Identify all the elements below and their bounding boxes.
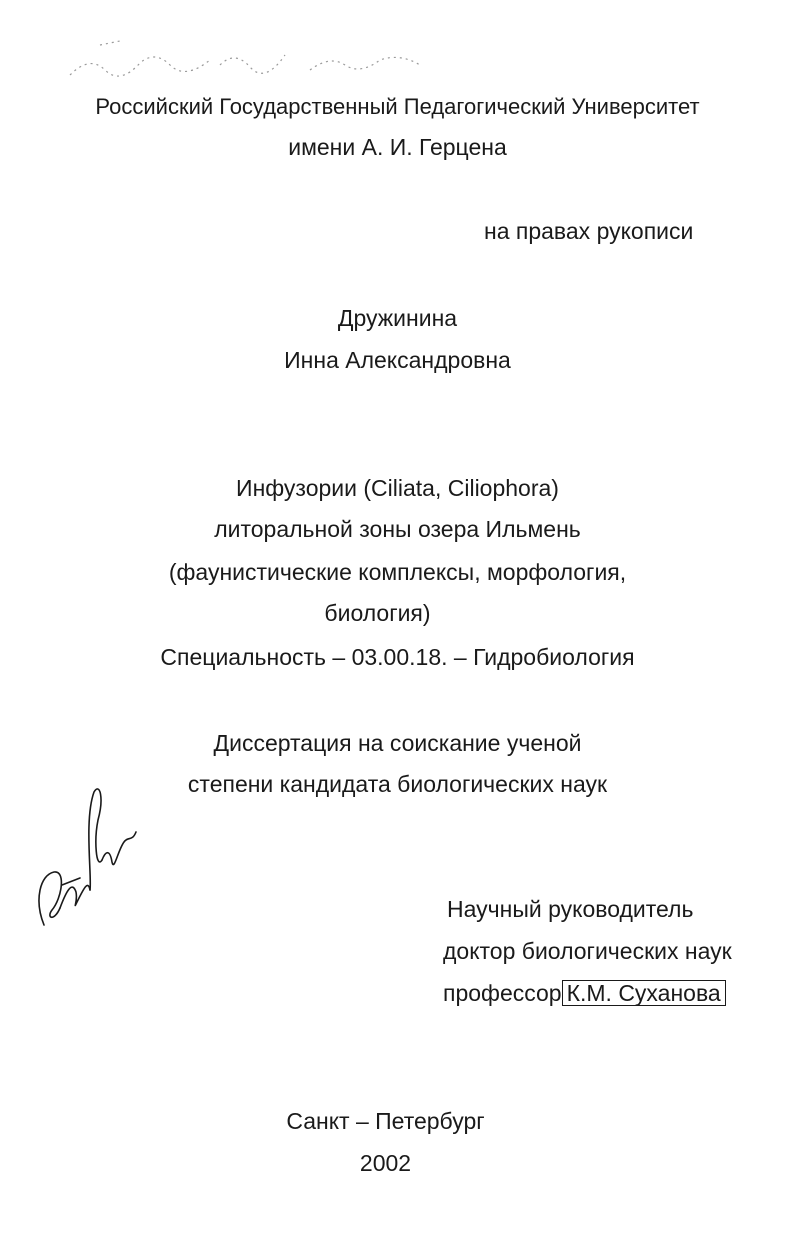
top-handwriting-mark — [60, 35, 460, 85]
manuscript-rights-note: на правах рукописи — [484, 218, 694, 244]
university-named-after: имени А. И. Герцена — [288, 134, 507, 160]
year: 2002 — [359, 1150, 412, 1176]
supervisor-role: Научный руководитель — [447, 896, 694, 922]
supervisor-title: профессор — [443, 980, 562, 1006]
title-line-1: Инфузории (Ciliata, Ciliophora) — [236, 475, 559, 501]
dissertation-line-2: степени кандидата биологических наук — [187, 771, 608, 797]
signature-mark — [32, 780, 142, 940]
university-name: Российский Государственный Педагогический Университет — [95, 94, 700, 119]
specialty-line: Специальность – 03.00.18. – Гидробиология — [160, 644, 635, 670]
author-given-names: Инна Александровна — [284, 347, 511, 373]
author-surname: Дружинина — [337, 305, 458, 331]
supervisor-line — [443, 978, 726, 1008]
city: Санкт – Петербург — [286, 1108, 485, 1134]
dissertation-line-1: Диссертация на соискание ученой — [213, 730, 582, 756]
supervisor-degree: доктор биологических наук — [443, 938, 732, 964]
title-line-4: биология) — [324, 600, 431, 626]
supervisor-name-box: К.М. Суханова — [562, 980, 726, 1006]
title-line-3: (фаунистические комплексы, морфология, — [168, 559, 627, 585]
title-line-2: литоральной зоны озера Ильмень — [214, 516, 581, 542]
